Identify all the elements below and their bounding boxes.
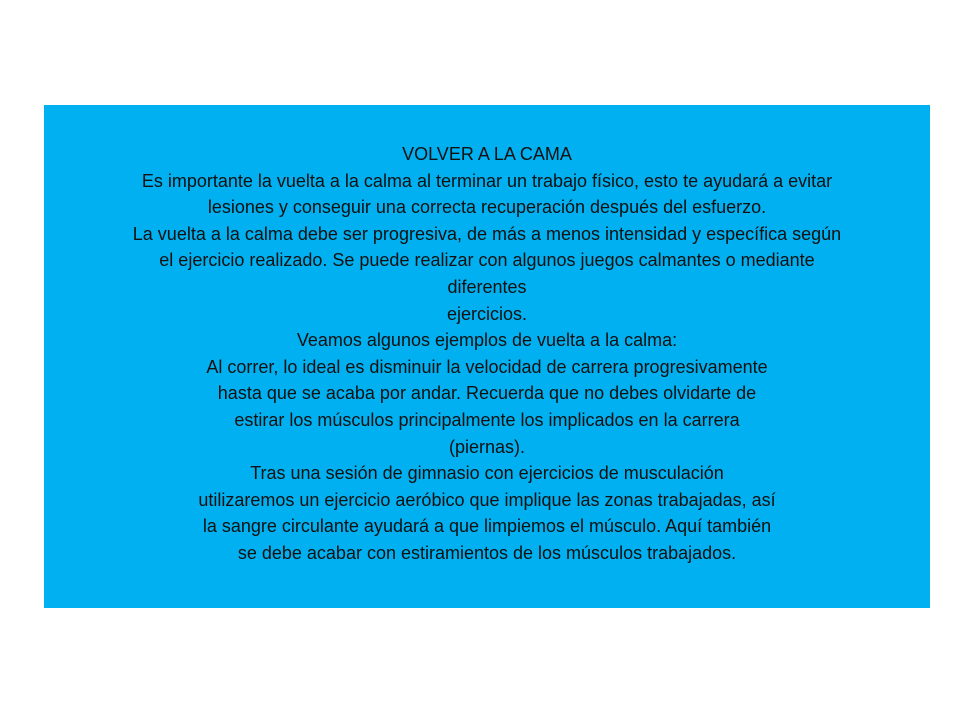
- text-line: La vuelta a la calma debe ser progresiva, de más a menos intensidad y específica según: [132, 223, 842, 244]
- text-line: diferentes: [447, 276, 527, 297]
- text-line: utilizaremos un ejercicio aeróbico que implique las zonas trabajadas, así: [198, 489, 776, 510]
- text-line: estirar los músculos principalmente los implicados en la carrera: [234, 409, 740, 430]
- text-line: se debe acabar con estiramientos de los músculos trabajados.: [237, 542, 737, 563]
- text-line: Tras una sesión de gimnasio con ejercicios de musculación: [250, 463, 724, 484]
- text-line: Veamos algunos ejemplos de vuelta a la calma:: [296, 330, 678, 351]
- text-line: hasta que se acaba por andar. Recuerda que no debes olvidarte de: [217, 383, 757, 404]
- text-line: lesiones y conseguir una correcta recuperación después del esfuerzo.: [207, 197, 767, 218]
- text-panel: [44, 105, 930, 608]
- text-line: la sangre circulante ayudará a que limpiemos el músculo. Aquí también: [202, 516, 772, 537]
- text-line: ejercicios.: [446, 303, 528, 324]
- text-line: (piernas).: [448, 436, 526, 457]
- text-line: Es importante la vuelta a la calma al terminar un trabajo físico, esto te ayudará a evitar: [141, 170, 833, 191]
- text-line: Al correr, lo ideal es disminuir la velocidad de carrera progresivamente: [206, 356, 768, 377]
- slide-title: VOLVER A LA CAMA: [402, 144, 572, 164]
- text-line: el ejercicio realizado. Se puede realizar con algunos juegos calmantes o mediante: [159, 250, 815, 271]
